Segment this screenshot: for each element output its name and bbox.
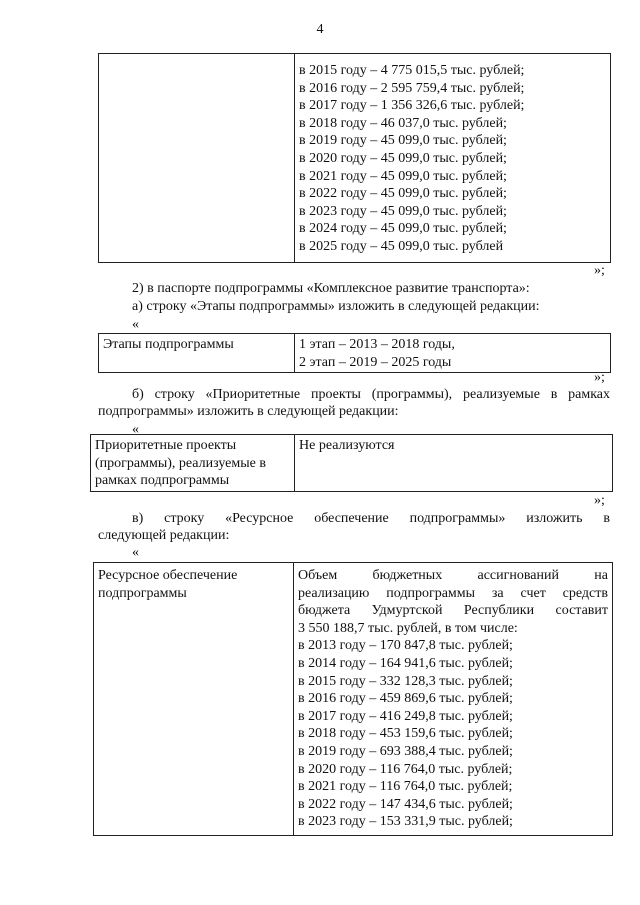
open-quote: « — [132, 317, 139, 332]
funding-table-right-cell — [295, 54, 611, 263]
resource-line: в 2021 году – 116 764,0 тыс. рублей; — [298, 779, 513, 795]
resource-label-line: подпрограммы — [98, 585, 187, 601]
resource-line: в 2013 году – 170 847,8 тыс. рублей; — [298, 638, 513, 654]
stage-line: 2 этап – 2019 – 2025 годы — [299, 354, 452, 370]
stages-label-cell: Этапы подпрограммы — [99, 334, 295, 373]
resource-line: в 2022 году – 147 434,6 тыс. рублей; — [298, 796, 513, 812]
resource-intro-line: бюджета Удмуртской Республики составит — [298, 603, 608, 619]
resource-line: в 2023 году – 153 331,9 тыс. рублей; — [298, 814, 513, 830]
funding-line: в 2016 году – 2 595 759,4 тыс. рублей; — [299, 80, 525, 96]
resource-line: в 2017 году – 416 249,8 тыс. рублей; — [298, 708, 513, 724]
resource-value-cell — [294, 563, 613, 836]
resource-line: в 2016 году – 459 869,6 тыс. рублей; — [298, 691, 513, 707]
funding-table-left-cell — [99, 54, 295, 263]
paragraph-b-line-2: подпрограммы» изложить в следующей редакции: — [98, 404, 399, 419]
paragraph-2: 2) в паспорте подпрограммы «Комплексное развитие транспорта»: — [132, 281, 530, 296]
funding-line: в 2015 году – 4 775 015,5 тыс. рублей; — [299, 63, 525, 78]
paragraph-v-line-2: следующей редакции: — [98, 528, 230, 543]
close-quote: »; — [594, 493, 605, 508]
open-quote: « — [132, 422, 139, 437]
funding-line: в 2024 году – 45 099,0 тыс. рублей; — [299, 221, 507, 237]
priority-label-line: рамках подпрограммы — [95, 473, 230, 489]
paragraph-2a: а) строку «Этапы подпрограммы» изложить в следующей редакции: — [132, 299, 540, 314]
priority-projects-label-cell — [91, 435, 295, 492]
funding-line: в 2023 году – 45 099,0 тыс. рублей; — [299, 203, 507, 219]
resource-intro-line: реализацию подпрограммы за счет средств — [298, 585, 608, 601]
resource-line: в 2019 году – 693 388,4 тыс. рублей; — [298, 743, 513, 759]
priority-projects-value-cell: Не реализуются — [295, 435, 613, 492]
funding-line: в 2017 году – 1 356 326,6 тыс. рублей; — [299, 98, 525, 114]
priority-label-line: Приоритетные проекты — [95, 438, 237, 453]
resource-label-line: Ресурсное обеспечение — [98, 568, 238, 583]
close-quote: »; — [594, 263, 605, 278]
funding-line: в 2025 году – 45 099,0 тыс. рублей — [299, 238, 504, 254]
stages-value-cell — [295, 334, 611, 373]
resource-intro-total: 3 550 188,7 тыс. рублей, в том числе: — [298, 620, 518, 636]
paragraph-v-line-1: в) строку «Ресурсное обеспечение подпрограммы» изложить в — [132, 511, 610, 526]
funding-line: в 2022 году – 45 099,0 тыс. рублей; — [299, 186, 507, 202]
page-number: 4 — [316, 22, 324, 37]
resource-line: в 2018 году – 453 159,6 тыс. рублей; — [298, 726, 513, 742]
resource-line: в 2014 году – 164 941,6 тыс. рублей; — [298, 655, 513, 671]
resource-intro-line: Объем бюджетных ассигнований на — [298, 568, 608, 583]
funding-table-continuation — [98, 53, 611, 263]
resource-label-cell — [94, 563, 294, 836]
stages-table — [98, 333, 611, 373]
resource-provision-table — [93, 562, 613, 836]
resource-line: в 2020 году – 116 764,0 тыс. рублей; — [298, 761, 513, 777]
funding-line: в 2019 году – 45 099,0 тыс. рублей; — [299, 133, 507, 149]
stage-line: 1 этап – 2013 – 2018 годы, — [299, 337, 455, 352]
priority-label-line: (программы), реализуемые в — [95, 455, 266, 471]
priority-projects-table — [90, 434, 613, 492]
funding-line: в 2018 году – 46 037,0 тыс. рублей; — [299, 115, 507, 131]
funding-line: в 2020 году – 45 099,0 тыс. рублей; — [299, 150, 507, 166]
resource-line: в 2015 году – 332 128,3 тыс. рублей; — [298, 673, 513, 689]
funding-line: в 2021 году – 45 099,0 тыс. рублей; — [299, 168, 507, 184]
paragraph-b-line-1: б) строку «Приоритетные проекты (программы), реализуемые в рамках — [132, 387, 610, 402]
close-quote: »; — [594, 370, 605, 385]
open-quote: « — [132, 545, 139, 560]
